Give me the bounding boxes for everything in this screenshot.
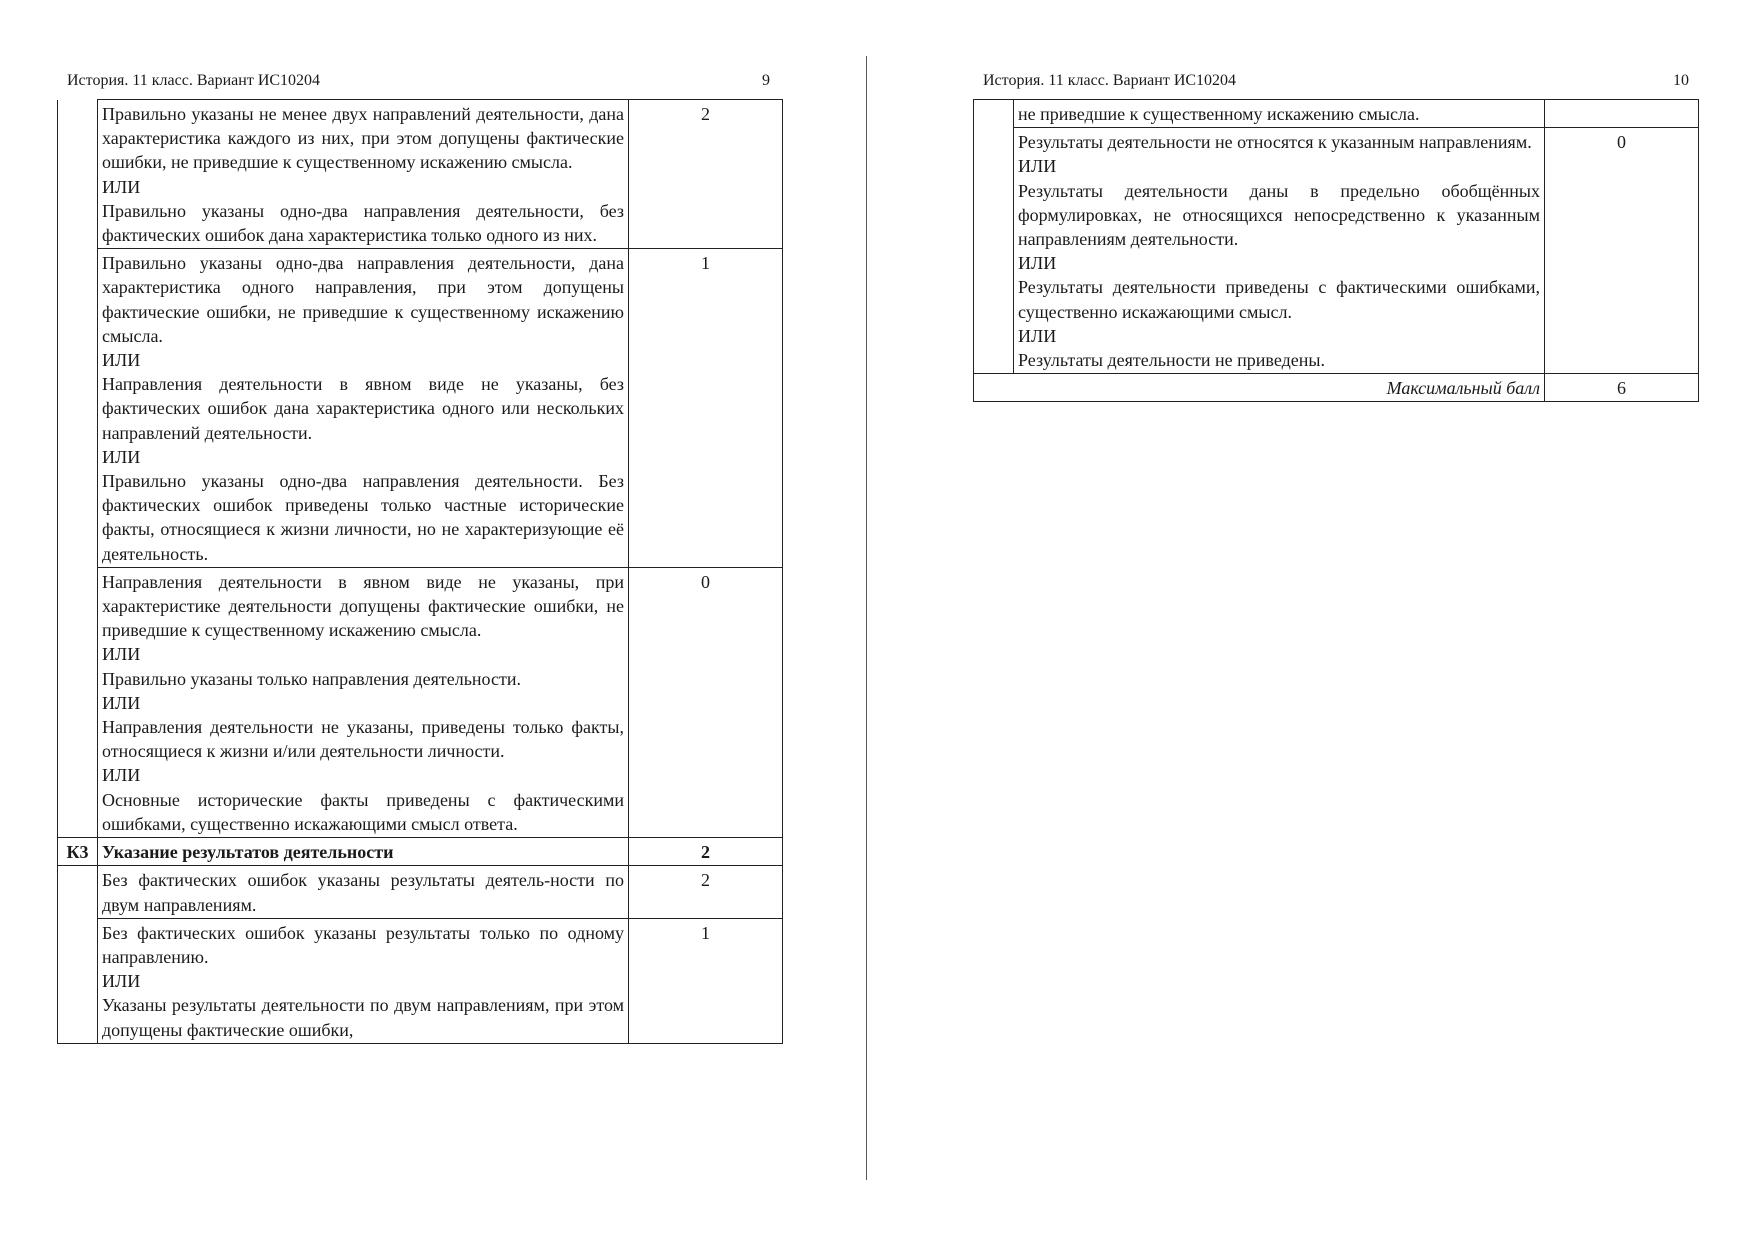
code-cell bbox=[974, 100, 1014, 128]
score-cell bbox=[1545, 100, 1699, 128]
criteria-row bbox=[974, 128, 1699, 374]
left-page bbox=[0, 0, 866, 1239]
criteria-description: Направления деятельности в явном виде не указаны, при характеристике деятельности допущены фактические ошибки, не приведшие к существенному искажению смысла. ИЛИ Правильно указаны только направления деятельности. ИЛИ Направления деятельности не указаны, приведены только факты, относящиеся к жизни и/или деятельности личности. ИЛИ Основные исторические факты приведены с фактическими ошибками, существенно искажающими смысл ответа. bbox=[98, 567, 629, 837]
score-cell: 1 bbox=[629, 249, 783, 568]
max-score-value: 6 bbox=[1545, 374, 1699, 402]
score-cell: 0 bbox=[1545, 128, 1699, 374]
criteria-row bbox=[58, 249, 783, 568]
criteria-row bbox=[58, 100, 783, 249]
header-title: История. 11 класс. Вариант ИС10204 bbox=[983, 72, 1237, 89]
header-title: История. 11 класс. Вариант ИС10204 bbox=[67, 72, 321, 89]
page-number: 10 bbox=[1673, 72, 1689, 89]
criterion-code: К3 bbox=[58, 838, 98, 866]
criteria-row bbox=[58, 567, 783, 837]
page-header bbox=[67, 70, 770, 92]
code-cell bbox=[58, 567, 98, 837]
code-cell bbox=[58, 249, 98, 568]
criterion-max-score: 2 bbox=[629, 838, 783, 866]
criteria-description: Правильно указаны одно-два направления деятельности, дана характеристика одного направления, при этом допущены фактические ошибки, не приведшие к существенному искажению смысла. ИЛИ Направления деятельности в явном виде не указаны, без фактических ошибок дана характеристика одного или нескольких направлений деятельности. ИЛИ Правильно указаны одно-два направления деятельности. Без фактических ошибок приведены только частные исторические факты, относящиеся к жизни личности, но не характеризующие её деятельность. bbox=[98, 249, 629, 568]
criteria-description: Результаты деятельности не относятся к указанным направлениям. ИЛИ Результаты деятельности даны в предельно обобщённых формулировках, не относящихся непосредственно к указанным направлениям деятельности. ИЛИ Результаты деятельности приведены с фактическими ошибками, существенно искажающими смысл. ИЛИ Результаты деятельности не приведены. bbox=[1014, 128, 1545, 374]
code-cell bbox=[58, 866, 98, 918]
criteria-row bbox=[58, 866, 783, 918]
page-header bbox=[983, 70, 1689, 92]
page-divider bbox=[866, 56, 867, 1180]
page-number: 9 bbox=[762, 72, 770, 89]
criteria-table bbox=[57, 99, 783, 1044]
criteria-description: не приведшие к существенному искажению смысла. bbox=[1014, 100, 1545, 128]
score-cell: 0 bbox=[629, 567, 783, 837]
criteria-description: Без фактических ошибок указаны результаты деятель-ности по двум направлениям. bbox=[98, 866, 629, 918]
criteria-row bbox=[58, 918, 783, 1043]
criteria-row bbox=[974, 100, 1699, 128]
criteria-table bbox=[973, 99, 1699, 402]
code-cell bbox=[58, 100, 98, 249]
criteria-description: Без фактических ошибок указаны результаты только по одному направлению. ИЛИ Указаны результаты деятельности по двум направлениям, при этом допущены фактические ошибки, bbox=[98, 918, 629, 1043]
criterion-heading-row bbox=[58, 838, 783, 866]
score-cell: 2 bbox=[629, 100, 783, 249]
score-cell: 1 bbox=[629, 918, 783, 1043]
criterion-title: Указание результатов деятельности bbox=[98, 838, 629, 866]
criteria-description: Правильно указаны не менее двух направлений деятельности, дана характеристика каждого из них, при этом допущены фактические ошибки, не приведшие к существенному искажению смысла. ИЛИ Правильно указаны одно-два направления деятельности, без фактических ошибок дана характеристика только одного из них. bbox=[98, 100, 629, 249]
max-score-row bbox=[974, 374, 1699, 402]
code-cell bbox=[58, 918, 98, 1043]
score-cell: 2 bbox=[629, 866, 783, 918]
code-cell bbox=[974, 128, 1014, 374]
right-page bbox=[868, 0, 1754, 1239]
max-score-label: Максимальный балл bbox=[974, 374, 1545, 402]
